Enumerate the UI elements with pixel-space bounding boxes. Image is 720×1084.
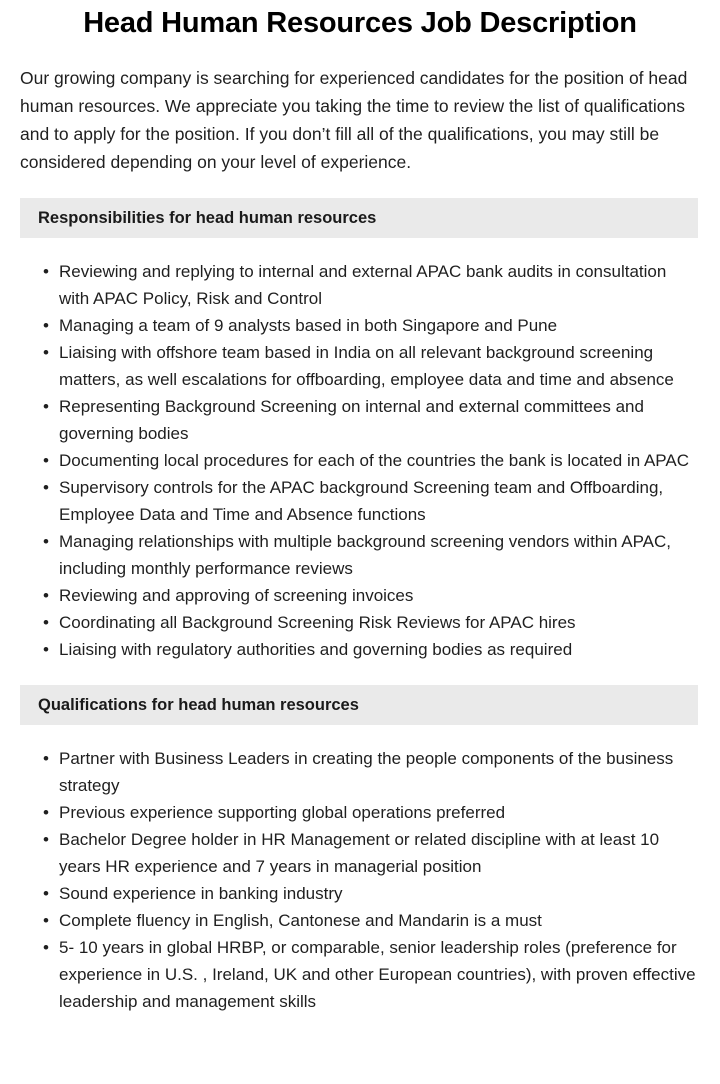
qualifications-list	[0, 725, 720, 1015]
list-item: • Reviewing and approving of screening invoices	[59, 582, 696, 609]
list-item: • Liaising with regulatory authorities and governing bodies as required	[59, 636, 696, 663]
section-heading-label: Qualifications for head human resources	[38, 696, 359, 714]
list-item: • Managing a team of 9 analysts based in both Singapore and Pune	[59, 312, 696, 339]
list-item: • Bachelor Degree holder in HR Management or related discipline with at least 10 years HR experience and 7 years in managerial position	[59, 826, 696, 880]
list-item: • Representing Background Screening on internal and external committees and governing bodies	[59, 393, 696, 447]
section-header-responsibilities	[20, 198, 698, 238]
list-item: • Managing relationships with multiple background screening vendors within APAC, including monthly performance reviews	[59, 528, 696, 582]
responsibilities-list	[0, 238, 720, 663]
list-item: • Liaising with offshore team based in India on all relevant background screening matters, as well escalations for offboarding, employee data and time and absence	[59, 339, 696, 393]
section-heading-label: Responsibilities for head human resources	[38, 209, 377, 227]
list-item: • 5- 10 years in global HRBP, or comparable, senior leadership roles (preference for experience in U.S. , Ireland, UK and other European countries), with proven effective leadership and management skills	[59, 934, 696, 1015]
page-title: Head Human Resources Job Description	[83, 7, 637, 39]
section-responsibilities	[0, 198, 720, 663]
section-qualifications	[0, 685, 720, 1015]
list-item: • Reviewing and replying to internal and external APAC bank audits in consultation with APAC Policy, Risk and Control	[59, 258, 696, 312]
list-item: • Documenting local procedures for each of the countries the bank is located in APAC	[59, 447, 696, 474]
section-header-qualifications	[20, 685, 698, 725]
list-item: • Complete fluency in English, Cantonese and Mandarin is a must	[59, 907, 696, 934]
list-item: • Previous experience supporting global operations preferred	[59, 799, 696, 826]
list-item: • Partner with Business Leaders in creating the people components of the business strategy	[59, 745, 696, 799]
list-item: • Supervisory controls for the APAC background Screening team and Offboarding, Employee Data and Time and Absence functions	[59, 474, 696, 528]
list-item: • Coordinating all Background Screening Risk Reviews for APAC hires	[59, 609, 696, 636]
list-item: • Sound experience in banking industry	[59, 880, 696, 907]
intro-paragraph: Our growing company is searching for experienced candidates for the position of head human resources. We appreciate you taking the time to review the list of qualifications and to apply for the position. If you don’t fill all of the qualifications, you may still be considered depending on your level of experience.	[20, 68, 688, 172]
